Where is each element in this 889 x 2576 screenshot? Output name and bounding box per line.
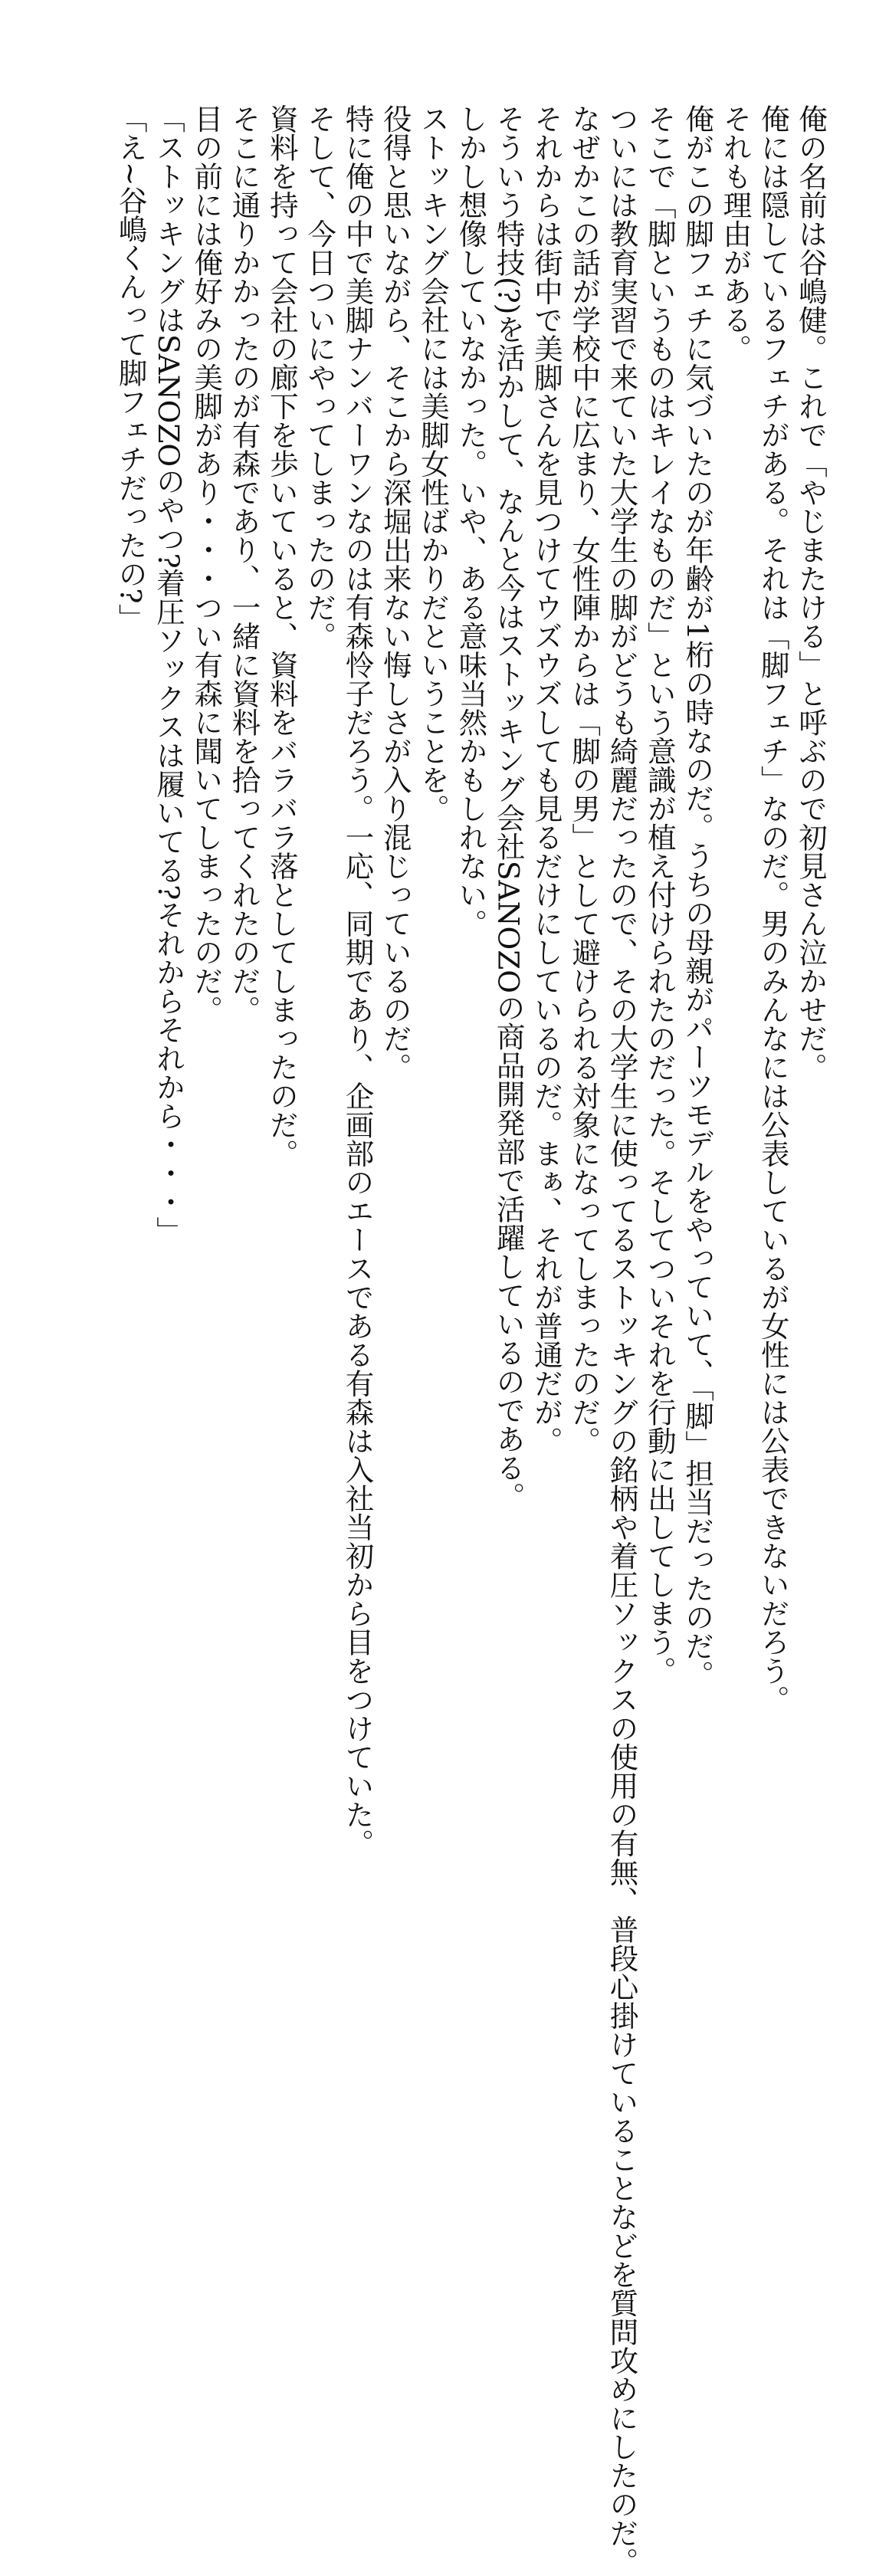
text-line: そこで「脚というものはキレイなものだ」という意識が植え付けられたのだった。そしてついそれを行動に出してしまう。 bbox=[642, 104, 677, 1685]
text-line: それも理由がある。 bbox=[718, 104, 753, 363]
text-line: しかし想像していなかった。いや、ある意味当然かもしれない。 bbox=[454, 104, 488, 938]
text-line: ストッキング会社には美脚女性ばかりだということを。 bbox=[416, 104, 451, 823]
text-line: 目の前には俺好みの美脚があり・・・つい有森に聞いてしまったのだ。 bbox=[189, 104, 224, 1024]
text-line: 俺の名前は谷嶋健。これで「やじまたける」と呼ぶので初見さん泣かせだ。 bbox=[794, 104, 828, 1081]
text-line: 「ストッキングはSANOZOのやつ?着圧ソックスは履いてる?それからそれから・・・」 bbox=[151, 104, 185, 1245]
text-line: それからは街中で美脚さんを見つけてウズウズしても見るだけにしているのだ。まぁ、それが普通だが。 bbox=[529, 104, 563, 1455]
text-line: 資料を持って会社の廊下を歩いていると、資料をバラバラ落としてしまったのだ。 bbox=[264, 104, 299, 1168]
text-line: なぜかこの話が学校中に広まり、女性陣からは「脚の男」として避けられる対象になってしまったのだ。 bbox=[567, 104, 602, 1455]
text-line: 俺がこの脚フェチに気づいたのが年齢が1桁の時なのだ。うちの母親がパーツモデルをやっていて、「脚」担当だったのだ。 bbox=[681, 104, 715, 1689]
text-line: 俺には隠しているフェチがある。それは「脚フェチ」なのだ。男のみんなには公表しているが女性には公表できないだろう。 bbox=[756, 104, 790, 1714]
text-line: 特に俺の中で美脚ナンバーワンなのは有森怜子だろう。一応、同期であり、企画部のエースである有森は入社当初から目をつけていた。 bbox=[340, 104, 375, 1858]
text-line: 役得と思いながら、そこから深堀出来ない悔しさが入り混じっているのだ。 bbox=[378, 104, 412, 1081]
text-line: そこに通りかかったのが有森であり、一緒に資料を拾ってくれたのだ。 bbox=[227, 104, 261, 1024]
text-line: そして、今日ついにやってしまったのだ。 bbox=[303, 104, 337, 651]
text-line: 「え~谷嶋くんって脚フェチだったの?」 bbox=[113, 104, 148, 633]
text-line: ついには教育実習で来ていた大学生の脚がどうも綺麗だったので、その大学生に使ってるストッキングの銘柄や着圧ソックスの使用の有無、普段心掛けていることなどを質問攻めにしたのだ。 bbox=[605, 104, 639, 2576]
body-text bbox=[55, 104, 829, 2576]
text-line: そういう特技(?)を活かして、なんと今はストッキング会社SANOZOの商品開発部で活躍しているのである。 bbox=[491, 104, 526, 1511]
